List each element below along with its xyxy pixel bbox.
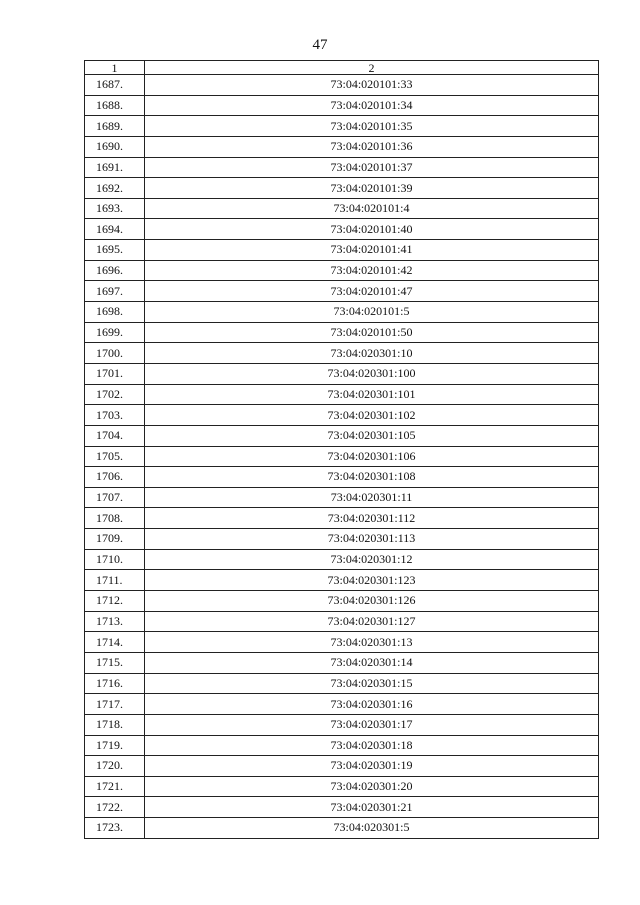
cadastral-number-cell: 73:04:020101:42 bbox=[145, 260, 599, 281]
table-row bbox=[85, 384, 599, 405]
cadastral-number-cell: 73:04:020301:10 bbox=[145, 343, 599, 364]
table-row bbox=[85, 178, 599, 199]
row-number-cell: 1692. bbox=[85, 178, 145, 199]
row-number-cell: 1706. bbox=[85, 467, 145, 488]
table-row bbox=[85, 591, 599, 612]
cadastral-number-cell: 73:04:020101:34 bbox=[145, 95, 599, 116]
row-number-cell: 1689. bbox=[85, 116, 145, 137]
row-number-cell: 1712. bbox=[85, 591, 145, 612]
table-row bbox=[85, 652, 599, 673]
table-header-row bbox=[85, 61, 599, 75]
row-number-cell: 1709. bbox=[85, 529, 145, 550]
row-number-cell: 1694. bbox=[85, 219, 145, 240]
table-row bbox=[85, 467, 599, 488]
table-row bbox=[85, 632, 599, 653]
cadastral-number-cell: 73:04:020301:18 bbox=[145, 735, 599, 756]
table-row bbox=[85, 136, 599, 157]
cadastral-number-cell: 73:04:020301:127 bbox=[145, 611, 599, 632]
table-row bbox=[85, 714, 599, 735]
cadastral-number-cell: 73:04:020101:39 bbox=[145, 178, 599, 199]
table-row bbox=[85, 240, 599, 261]
table-row bbox=[85, 529, 599, 550]
table-row bbox=[85, 446, 599, 467]
cadastral-number-cell: 73:04:020301:106 bbox=[145, 446, 599, 467]
row-number-cell: 1721. bbox=[85, 776, 145, 797]
row-number-cell: 1699. bbox=[85, 322, 145, 343]
row-number-cell: 1700. bbox=[85, 343, 145, 364]
row-number-cell: 1714. bbox=[85, 632, 145, 653]
cadastral-number-cell: 73:04:020301:12 bbox=[145, 549, 599, 570]
table-row bbox=[85, 198, 599, 219]
table-row bbox=[85, 157, 599, 178]
cadastral-number-cell: 73:04:020301:100 bbox=[145, 363, 599, 384]
table-row bbox=[85, 611, 599, 632]
cadastral-number-cell: 73:04:020301:19 bbox=[145, 756, 599, 777]
row-number-cell: 1702. bbox=[85, 384, 145, 405]
cadastral-number-cell: 73:04:020301:20 bbox=[145, 776, 599, 797]
table-row bbox=[85, 694, 599, 715]
table-row bbox=[85, 363, 599, 384]
column-header-number: 1 bbox=[85, 61, 145, 75]
table-row bbox=[85, 487, 599, 508]
table-row bbox=[85, 508, 599, 529]
table-row bbox=[85, 776, 599, 797]
cadastral-number-cell: 73:04:020301:113 bbox=[145, 529, 599, 550]
cadastral-number-cell: 73:04:020301:21 bbox=[145, 797, 599, 818]
table-body bbox=[85, 75, 599, 839]
table-row bbox=[85, 756, 599, 777]
row-number-cell: 1718. bbox=[85, 714, 145, 735]
row-number-cell: 1717. bbox=[85, 694, 145, 715]
row-number-cell: 1704. bbox=[85, 425, 145, 446]
cadastral-number-cell: 73:04:020301:5 bbox=[145, 818, 599, 839]
table-row bbox=[85, 818, 599, 839]
table-row bbox=[85, 549, 599, 570]
row-number-cell: 1691. bbox=[85, 157, 145, 178]
cadastral-number-cell: 73:04:020301:11 bbox=[145, 487, 599, 508]
row-number-cell: 1713. bbox=[85, 611, 145, 632]
cadastral-number-cell: 73:04:020301:16 bbox=[145, 694, 599, 715]
cadastral-number-cell: 73:04:020301:101 bbox=[145, 384, 599, 405]
cadastral-number-cell: 73:04:020101:50 bbox=[145, 322, 599, 343]
table-row bbox=[85, 95, 599, 116]
row-number-cell: 1720. bbox=[85, 756, 145, 777]
row-number-cell: 1707. bbox=[85, 487, 145, 508]
row-number-cell: 1719. bbox=[85, 735, 145, 756]
table-row bbox=[85, 75, 599, 96]
column-header-code: 2 bbox=[145, 61, 599, 75]
cadastral-number-cell: 73:04:020101:35 bbox=[145, 116, 599, 137]
table-row bbox=[85, 570, 599, 591]
cadastral-number-cell: 73:04:020101:4 bbox=[145, 198, 599, 219]
cadastral-number-cell: 73:04:020301:14 bbox=[145, 652, 599, 673]
cadastral-number-cell: 73:04:020101:36 bbox=[145, 136, 599, 157]
cadastral-number-cell: 73:04:020301:13 bbox=[145, 632, 599, 653]
table-row bbox=[85, 260, 599, 281]
table-row bbox=[85, 322, 599, 343]
table-row bbox=[85, 735, 599, 756]
row-number-cell: 1693. bbox=[85, 198, 145, 219]
row-number-cell: 1696. bbox=[85, 260, 145, 281]
table-row bbox=[85, 219, 599, 240]
cadastral-number-cell: 73:04:020101:41 bbox=[145, 240, 599, 261]
cadastral-number-cell: 73:04:020301:105 bbox=[145, 425, 599, 446]
row-number-cell: 1698. bbox=[85, 302, 145, 323]
row-number-cell: 1715. bbox=[85, 652, 145, 673]
cadastral-number-cell: 73:04:020301:123 bbox=[145, 570, 599, 591]
table-row bbox=[85, 343, 599, 364]
cadastral-number-cell: 73:04:020101:47 bbox=[145, 281, 599, 302]
cadastral-number-cell: 73:04:020301:102 bbox=[145, 405, 599, 426]
cadastral-number-cell: 73:04:020301:15 bbox=[145, 673, 599, 694]
table-row bbox=[85, 116, 599, 137]
row-number-cell: 1708. bbox=[85, 508, 145, 529]
row-number-cell: 1688. bbox=[85, 95, 145, 116]
table-row bbox=[85, 302, 599, 323]
page-number: 47 bbox=[312, 37, 328, 53]
row-number-cell: 1710. bbox=[85, 549, 145, 570]
table-row bbox=[85, 797, 599, 818]
cadastral-number-cell: 73:04:020101:33 bbox=[145, 75, 599, 96]
row-number-cell: 1705. bbox=[85, 446, 145, 467]
row-number-cell: 1711. bbox=[85, 570, 145, 591]
cadastral-number-cell: 73:04:020301:126 bbox=[145, 591, 599, 612]
row-number-cell: 1687. bbox=[85, 75, 145, 96]
cadastral-table bbox=[84, 60, 599, 839]
row-number-cell: 1690. bbox=[85, 136, 145, 157]
cadastral-number-cell: 73:04:020101:37 bbox=[145, 157, 599, 178]
cadastral-number-cell: 73:04:020301:17 bbox=[145, 714, 599, 735]
cadastral-number-cell: 73:04:020101:5 bbox=[145, 302, 599, 323]
cadastral-number-cell: 73:04:020301:112 bbox=[145, 508, 599, 529]
table-row bbox=[85, 405, 599, 426]
cadastral-number-cell: 73:04:020101:40 bbox=[145, 219, 599, 240]
row-number-cell: 1697. bbox=[85, 281, 145, 302]
cadastral-number-cell: 73:04:020301:108 bbox=[145, 467, 599, 488]
row-number-cell: 1695. bbox=[85, 240, 145, 261]
row-number-cell: 1723. bbox=[85, 818, 145, 839]
table-row bbox=[85, 673, 599, 694]
row-number-cell: 1701. bbox=[85, 363, 145, 384]
row-number-cell: 1722. bbox=[85, 797, 145, 818]
row-number-cell: 1703. bbox=[85, 405, 145, 426]
row-number-cell: 1716. bbox=[85, 673, 145, 694]
table-row bbox=[85, 281, 599, 302]
table-row bbox=[85, 425, 599, 446]
